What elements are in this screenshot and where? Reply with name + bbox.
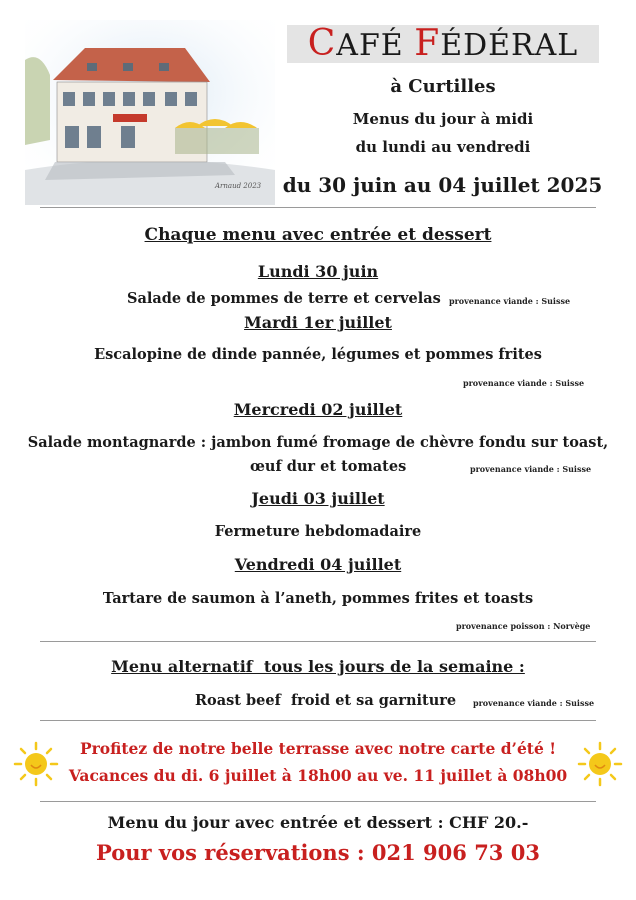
origin-wednesday: provenance viande : Suisse bbox=[470, 464, 592, 474]
intro-heading: Chaque menu avec entrée et dessert bbox=[144, 225, 492, 245]
dish-friday: Tartare de saumon à l’aneth, pommes frites et toasts bbox=[102, 590, 534, 607]
page-title bbox=[287, 22, 599, 68]
day-monday: Lundi 30 juin bbox=[257, 262, 379, 281]
title-initial-f: F bbox=[414, 23, 441, 64]
sun-icon bbox=[576, 740, 624, 788]
day-thursday: Jeudi 03 juillet bbox=[251, 489, 385, 508]
divider bbox=[40, 720, 596, 721]
day-friday: Vendredi 04 juillet bbox=[234, 555, 402, 574]
illustration-signature: Arnaud 2023 bbox=[215, 182, 262, 190]
date-range: du 30 juin au 04 juillet 2025 bbox=[282, 173, 603, 197]
divider bbox=[40, 207, 596, 208]
dish-monday: Salade de pommes de terre et cervelas bbox=[127, 290, 441, 307]
promo-terrace: Profitez de notre belle terrasse avec notre carte d’été ! bbox=[79, 739, 557, 758]
alternative-dish: Roast beef froid et sa garniture bbox=[195, 692, 457, 709]
dish-thursday: Fermeture hebdomadaire bbox=[214, 523, 422, 540]
sun-icon bbox=[12, 740, 60, 788]
day-tuesday: Mardi 1er juillet bbox=[244, 313, 392, 332]
day-wednesday: Mercredi 02 juillet bbox=[233, 400, 403, 419]
dish-wednesday: Salade montagnarde : jambon fumé fromage de chèvre fondu sur toast, bbox=[27, 434, 609, 451]
menu-line-1: Menus du jour à midi bbox=[352, 110, 534, 128]
origin-monday: provenance viande : Suisse bbox=[449, 296, 571, 306]
alternative-heading: Menu alternatif tous les jours de la semaine : bbox=[111, 657, 525, 676]
divider bbox=[40, 641, 596, 642]
title-part-1: AFÉ bbox=[336, 28, 415, 63]
cafe-illustration bbox=[25, 20, 275, 205]
reservation-phone: Pour vos réservations : 021 906 73 03 bbox=[96, 840, 540, 865]
title-part-2: ÉDÉRAL bbox=[440, 28, 579, 63]
title-initial-c: C bbox=[307, 23, 337, 64]
promo-holidays: Vacances du di. 6 juillet à 18h00 au ve. 11 juillet à 08h00 bbox=[68, 766, 568, 785]
origin-friday: provenance poisson : Norvège bbox=[456, 621, 591, 631]
menu-line-2: du lundi au vendredi bbox=[355, 138, 531, 156]
alternative-origin: provenance viande : Suisse bbox=[473, 698, 595, 708]
price-info: Menu du jour avec entrée et dessert : CHF 20.- bbox=[107, 813, 529, 832]
origin-tuesday: provenance viande : Suisse bbox=[463, 378, 585, 388]
dish-tuesday: Escalopine de dinde pannée, légumes et pommes frites bbox=[94, 346, 542, 363]
divider bbox=[40, 801, 596, 802]
location: à Curtilles bbox=[390, 76, 496, 97]
dish-wednesday-2: œuf dur et tomates bbox=[250, 458, 407, 475]
